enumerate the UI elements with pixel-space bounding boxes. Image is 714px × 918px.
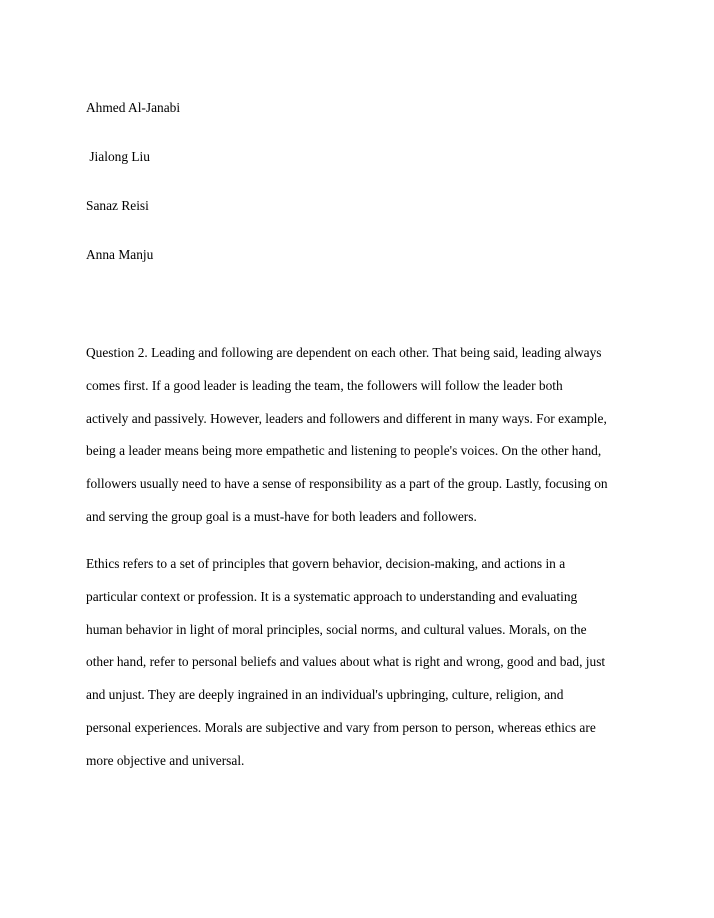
paragraph-line: personal experiences. Morals are subjective and vary from person to person, whereas ethics are <box>86 719 596 735</box>
author-name: Anna Manju <box>86 247 154 262</box>
paragraph-line: human behavior in light of moral principles, social norms, and cultural values. Morals, on the <box>86 621 587 637</box>
paragraph-line: Question 2. Leading and following are dependent on each other. That being said, leading always <box>86 345 602 360</box>
paragraph-line: being a leader means being more empathetic and listening to people's voices. On the other hand, <box>86 443 602 459</box>
paragraph-line: particular context or profession. It is a systematic approach to understanding and evaluating <box>86 588 578 604</box>
paragraph-line: actively and passively. However, leaders and followers and different in many ways. For example, <box>86 410 607 426</box>
paragraph-line: Ethics refers to a set of principles that govern behavior, decision-making, and actions in a <box>86 556 566 571</box>
paragraph-line: and unjust. They are deeply ingrained in an individual's upbringing, culture, religion, and <box>86 687 564 703</box>
paragraph-line: followers usually need to have a sense of responsibility as a part of the group. Lastly, focusing on <box>86 476 608 492</box>
paragraph-text <box>86 337 646 534</box>
paragraph-line: and serving the group goal is a must-have for both leaders and followers. <box>86 508 477 524</box>
author-name: Ahmed Al-Janabi <box>86 100 181 115</box>
paragraph-line: more objective and universal. <box>86 752 245 768</box>
body-paragraph-question-2 <box>86 337 646 534</box>
paragraph-text <box>86 548 646 778</box>
paragraph-line: comes first. If a good leader is leading the team, the followers will follow the leader both <box>86 377 563 393</box>
body-paragraph-ethics <box>86 548 646 778</box>
author-name: Jialong Liu <box>86 149 150 164</box>
author-name: Sanaz Reisi <box>86 198 149 213</box>
author-list <box>86 99 646 295</box>
paragraph-line: other hand, refer to personal beliefs and values about what is right and wrong, good and bad, just <box>86 654 606 670</box>
